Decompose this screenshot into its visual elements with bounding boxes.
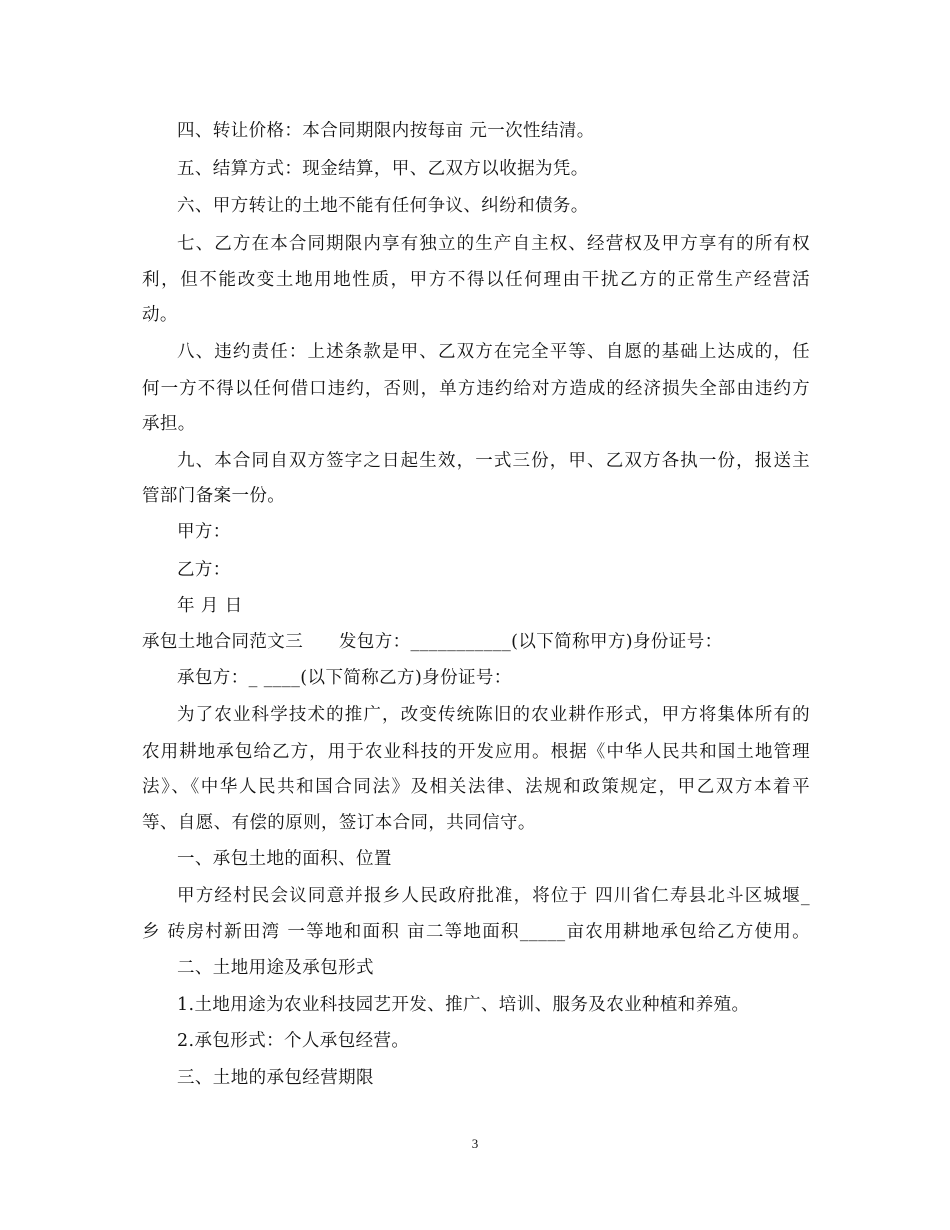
clause-7-line-1: 七、乙方在本合同期限内享有独立的生产自主权、经营权及甲方享有的所有权 (177, 234, 810, 254)
page-number: 3 (471, 1136, 479, 1151)
clause-4-transfer-price: 四、转让价格：本合同期限内按每亩 元一次性结清。 (177, 121, 595, 141)
preamble-line-1: 为了农业科学技术的推广，改变传统陈旧的农业耕作形式，甲方将集体所有的 (177, 705, 810, 725)
section-1-heading: 一、承包土地的面积、位置 (177, 849, 392, 869)
clause-7-line-3: 动。 (142, 305, 178, 325)
party-a-signature: 甲方： (177, 522, 231, 542)
clause-8-line-3: 承担。 (142, 414, 196, 434)
section-2-heading: 二、土地用途及承包形式 (177, 958, 374, 978)
contract-three-header: 承包土地合同范文三 发包方：___________(以下简称甲方)身份证号： (142, 632, 723, 652)
clause-8-line-2: 何一方不得以任何借口违约，否则，单方违约给对方造成的经济损失全部由违约方 (142, 379, 810, 399)
section-2-item-2: 2.承包形式：个人承包经营。 (177, 1031, 410, 1051)
clause-6-no-dispute: 六、甲方转让的土地不能有任何争议、纠纷和债务。 (177, 196, 589, 216)
section-1-line-2: 乡 砖房村新田湾 一等地和面积 亩二等地面积_____亩农用耕地承包给乙方使用。 (142, 922, 810, 942)
section-2-item-1: 1.土地用途为农业科技园艺开发、推广、培训、服务及农业种植和养殖。 (177, 995, 750, 1015)
preamble-line-2: 农用耕地承包给乙方，用于农业科技的开发应用。根据《中华人民共和国土地管理 (142, 742, 810, 762)
preamble-line-4: 等、自愿、有偿的原则，签订本合同，共同信守。 (142, 813, 536, 833)
clause-7-line-2: 利，但不能改变土地用地性质，甲方不得以任何理由干扰乙方的正常生产经营活 (142, 270, 810, 290)
section-3-heading: 三、土地的承包经营期限 (177, 1068, 374, 1088)
preamble-line-3: 法》、《中华人民共和国合同法》及相关法律、法规和政策规定，甲乙双方本着平 (142, 777, 810, 797)
clause-8-line-1: 八、违约责任：上述条款是甲、乙双方在完全平等、自愿的基础上达成的，任 (177, 342, 810, 362)
clause-5-settlement: 五、结算方式：现金结算，甲、乙双方以收据为凭。 (177, 159, 589, 179)
contractor-line: 承包方：_ ____(以下简称乙方)身份证号： (177, 668, 512, 688)
clause-9-line-1: 九、本合同自双方签字之日起生效，一式三份，甲、乙双方各执一份，报送主 (177, 451, 810, 471)
clause-9-line-2: 管部门备案一份。 (142, 486, 286, 506)
party-b-signature: 乙方： (177, 560, 231, 580)
signature-date: 年 月 日 (177, 596, 243, 616)
section-1-line-1: 甲方经村民会议同意并报乡人民政府批准，将位于 四川省仁寿县北斗区城堰_ (177, 886, 810, 906)
